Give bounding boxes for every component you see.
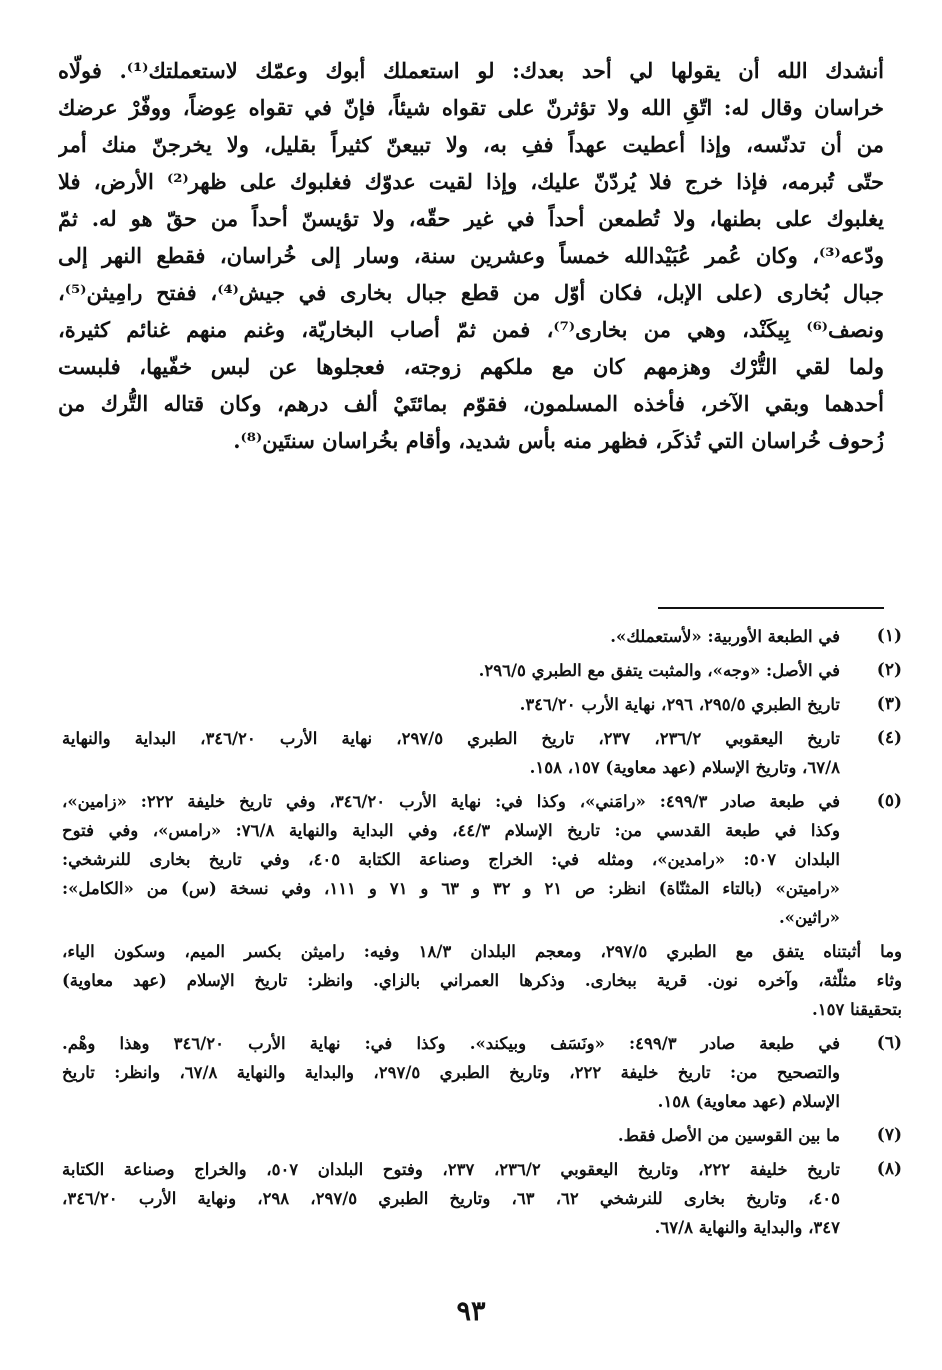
main-text-line: يغلبوك على بطنها، ولا تُطمعن أحداً في غير حقّه، ولا تؤيسنّ أحداً من حقّ هو له. ثمّ	[58, 206, 884, 231]
footnote-line: في الطبعة الأوربية: «لأستعملك».	[610, 627, 840, 646]
footnote-line: وكذا في طبعة القدسي من: تاريخ الإسلام ٤٤/٣، وفي البداية والنهاية ٧٦/٨: «رامس»، وفي فتوح	[62, 821, 840, 840]
footnote	[62, 724, 902, 782]
footnote-line: تاريخ اليعقوبي ٢٣٦/٢، ٢٣٧، تاريخ الطبري ٢٩٧/٥، نهاية الأرب ٣٤٦/٢٠، البداية والنهاية	[62, 729, 840, 748]
footnotes	[62, 622, 902, 1247]
footnote-line: ٣٤٧، والبداية والنهاية ٦٧/٨.	[654, 1218, 840, 1237]
footnote-line: تاريخ خليفة ٢٢٢، وتاريخ اليعقوبي ٢٣٦/٢، ٢٣٧، وفتوح البلدان ٥٠٧، والخراج وصناعة الكتابة	[62, 1160, 840, 1179]
main-text-line: خراسان وقال له: اتّقِ الله ولا تؤثرنّ على تقواه شيئاً، فإنّ في تقواه عِوضاً، ووفّرْ عرضك	[58, 95, 884, 120]
footnote	[62, 1155, 902, 1242]
footnote-separator	[658, 607, 884, 609]
footnote-line: ما بين القوسين من الأصل فقط.	[617, 1126, 840, 1145]
footnote-continuation	[62, 937, 902, 1024]
footnote-line: البلدان ٥٠٧: «رامدين»، ومثله في: الخراج وصناعة الكتابة ٤٠٥، وفي تاريخ بخارى للنرشخي:	[62, 850, 840, 869]
footnote-line: ٦٧/٨، وتاريخ الإسلام (عهد معاوية) ١٥٧، ١٥٨.	[529, 758, 840, 777]
footnote	[62, 787, 902, 932]
main-text-line: ولما لقي التُّرْك وهزمهم كان مع ملكهم زوجته، فعجلوها عن لبس خفّيها، فلبست	[58, 354, 884, 379]
page-number: ٩٣	[456, 1296, 486, 1327]
main-text-line: ودّعه⁽³⁾، وكان عُمر عُبَيْدالله خمساً وعشرين سنة، وسار إلى خُراسان، فقطع النهر إلى	[58, 243, 884, 268]
main-text-line: من أن تدنّسه، وإذا أعطيت عهداً ففِ به، ولا تبيعنّ كثيراً بقليل، ولا يخرجنّ منك أمر	[58, 132, 884, 157]
footnote-line: تاريخ الطبري ٢٩٥/٥، ٢٩٦، نهاية الأرب ٣٤٦/٢٠.	[519, 695, 840, 714]
footnote-line: بتحقيقنا ١٥٧.	[812, 1000, 902, 1019]
footnote	[62, 622, 902, 651]
footnote-line: والتصحيح من: تاريخ خليفة ٢٢٢، وتاريخ الطبري ٢٩٧/٥، والبداية والنهاية ٦٧/٨، وانظر: تاريخ	[62, 1063, 840, 1082]
footnote-line: في الأصل: «وجه»، والمثبت يتفق مع الطبري ٢٩٦/٥.	[478, 661, 840, 680]
footnote-line: في طبعة صادر ٤٩٩/٣: «ونَسَف وبيكند». وكذا في: نهاية الأرب ٣٤٦/٢٠ وهذا وهْم.	[62, 1034, 840, 1053]
footnote-number: (٣)	[876, 694, 902, 714]
main-text-line: ونصف⁽⁶⁾ بِيكَنْد، وهي من بخارى⁽⁷⁾، فمن ثمّ أصاب البخاريّة، وغنم منهم غنائم كثيرة،	[58, 317, 884, 342]
main-text-line: زُحوف خُراسان التي تُذكَر، فظهر منه بأس شديد، وأقام بخُراسان سنتَين⁽⁸⁾.	[233, 428, 884, 453]
footnote-number: (٥)	[876, 791, 902, 811]
main-text-line: أحدهما وبقي الآخر، فأخذه المسلمون، فقوّم بمائتَيْ ألف درهم، وكان قتاله التُّرك من	[58, 391, 884, 416]
footnote-line: «راثين».	[778, 908, 840, 927]
main-text-line: جبال بُخارى (على الإبل، فكان أوّل من قطع جبال بخارى في جيش⁽⁴⁾، ففتح رامِيثن⁽⁵⁾،	[58, 280, 884, 305]
footnote-line: «راميتن» (بالتاء المثنّاة) انظر: ص ٢١ و ٣٢ و ٦٣ و ٧١ و ١١١، وفي نسخة (س) من «الكامل»:	[62, 879, 840, 898]
footnote-number: (٦)	[876, 1033, 902, 1053]
footnote	[62, 690, 902, 719]
footnote-line: الإسلام (عهد معاوية) ١٥٨.	[657, 1092, 840, 1111]
footnote-number: (٤)	[876, 728, 902, 748]
footnote-line: وثاء مثلّثة، وآخره نون. قرية ببخارى. وذكرها العمراني بالزاي. وانظر: تاريخ الإسلام (عهد معاوية)	[62, 971, 902, 990]
footnote-line: في طبعة صادر ٤٩٩/٣: «رامَني»، وكذا في: نهاية الأرب ٣٤٦/٢٠، وفي تاريخ خليفة ٢٢٢: «زامين»،	[62, 792, 840, 811]
footnote-number: (٨)	[876, 1159, 902, 1179]
footnote-number: (٧)	[876, 1125, 902, 1145]
footnote	[62, 1029, 902, 1116]
main-text-line: حتّى تُبرمه، فإذا خرج فلا يُردّنّ عليك، وإذا لقيت عدوّك فغلبوك على ظهر⁽²⁾ الأرض، فلا	[58, 169, 884, 194]
main-text	[58, 52, 884, 459]
footnote	[62, 1121, 902, 1150]
footnote	[62, 656, 902, 685]
footnote-line: وما أثبتناه يتفق مع الطبري ٢٩٧/٥، ومعجم البلدان ١٨/٣ وفيه: راميثن بكسر الميم، وسكون الياء،	[62, 942, 902, 961]
footnote-line: ٤٠٥، وتاريخ بخارى للنرشخي ٦٢، ٦٣، وتاريخ الطبري ٢٩٧/٥، ٢٩٨، ونهاية الأرب ٣٤٦/٢٠،	[62, 1189, 840, 1208]
footnote-number: (٢)	[876, 660, 902, 680]
main-text-line: أنشدك الله أن يقولها لي أحد بعدك: لو استعملك أبوك وعمّك لاستعملتك⁽¹⁾. فولّاه	[58, 58, 884, 83]
footnote-number: (١)	[876, 626, 902, 646]
